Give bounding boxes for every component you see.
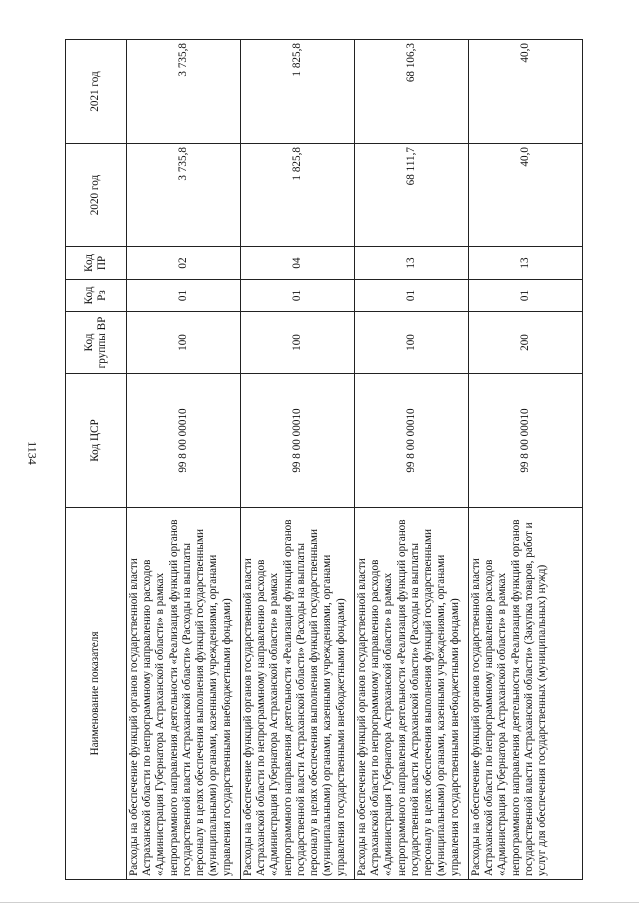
- row-csr: 99 8 00 00010: [469, 374, 583, 508]
- page-number: 1134: [25, 441, 40, 465]
- row-pr: 13: [355, 247, 469, 280]
- row-2020: 40,0: [469, 144, 583, 247]
- header-2020: 2020 год: [66, 144, 127, 247]
- row-pr: 04: [241, 247, 355, 280]
- table-row: [355, 40, 469, 880]
- row-2020: 3 735,8: [127, 144, 241, 247]
- rotated-table-wrapper: [65, 40, 580, 880]
- row-2021: 1 825,8: [241, 40, 355, 144]
- header-vr: Код группы ВР: [66, 312, 127, 374]
- header-name: Наименование показателя: [66, 508, 127, 880]
- row-vr: 100: [241, 312, 355, 374]
- row-2020: 68 111,7: [355, 144, 469, 247]
- row-2021: 3 735,8: [127, 40, 241, 144]
- row-rz: 01: [127, 280, 241, 312]
- row-csr: 99 8 00 00010: [127, 374, 241, 508]
- row-name: Расходы на обеспечение функций органов государственной власти Астраханской области по непрограммному направлению расходов «Администрация Губернатора Астраханской области» в рамках непрограммного направления деятельности «Реализация функций органов государственной власти Астраханской области» (Расходы на выплаты персоналу в целях обеспечения выполнения функций государственными (муниципальными) органами, казенными учреждениями, органами управления государственными внебюджетными фондами): [241, 508, 355, 880]
- table-row: [241, 40, 355, 880]
- row-rz: 01: [355, 280, 469, 312]
- row-rz: 01: [469, 280, 583, 312]
- row-pr: 13: [469, 247, 583, 280]
- row-csr: 99 8 00 00010: [241, 374, 355, 508]
- table-row: [469, 40, 583, 880]
- row-name: Расходы на обеспечение функций органов государственной власти Астраханской области по непрограммному направлению расходов «Администрация Губернатора Астраханской области» в рамках непрограммного направления деятельности «Реализация функций органов государственной власти Астраханской области» (Расходы на выплаты персоналу в целях обеспечения выполнения функций государственными (муниципальными) органами, казенными учреждениями, органами управления государственными внебюджетными фондами): [127, 508, 241, 880]
- header-csr: Код ЦСР: [66, 374, 127, 508]
- row-2021: 68 106,3: [355, 40, 469, 144]
- table-row: [127, 40, 241, 880]
- scan-edge-line: [0, 902, 639, 903]
- row-name: Расходы на обеспечение функций органов государственной власти Астраханской области по непрограммному направлению расходов «Администрация Губернатора Астраханской области» в рамках непрограммного направления деятельности «Реализация функций органов государственной власти Астраханской области» (Расходы на выплаты персоналу в целях обеспечения выполнения функций государственными (муниципальными) органами, казенными учреждениями, органами управления государственными внебюджетными фондами): [355, 508, 469, 880]
- table-header-row: [66, 40, 127, 880]
- row-2020: 1 825,8: [241, 144, 355, 247]
- row-csr: 99 8 00 00010: [355, 374, 469, 508]
- header-rz: Код Рз: [66, 280, 127, 312]
- row-pr: 02: [127, 247, 241, 280]
- budget-table: [65, 39, 583, 880]
- row-rz: 01: [241, 280, 355, 312]
- row-name: Расходы на обеспечение функций органов государственной власти Астраханской области по непрограммному направлению расходов «Администрация Губернатора Астраханской области» в рамках непрограммного направления деятельности «Реализация функций органов государственной власти Астраханской области» (Закупка товаров, работ и услуг для обеспечения государственных (муниципальных) нужд): [469, 508, 583, 880]
- header-pr: Код ПР: [66, 247, 127, 280]
- row-vr: 200: [469, 312, 583, 374]
- row-vr: 100: [127, 312, 241, 374]
- row-vr: 100: [355, 312, 469, 374]
- row-2021: 40,0: [469, 40, 583, 144]
- header-2021: 2021 год: [66, 40, 127, 144]
